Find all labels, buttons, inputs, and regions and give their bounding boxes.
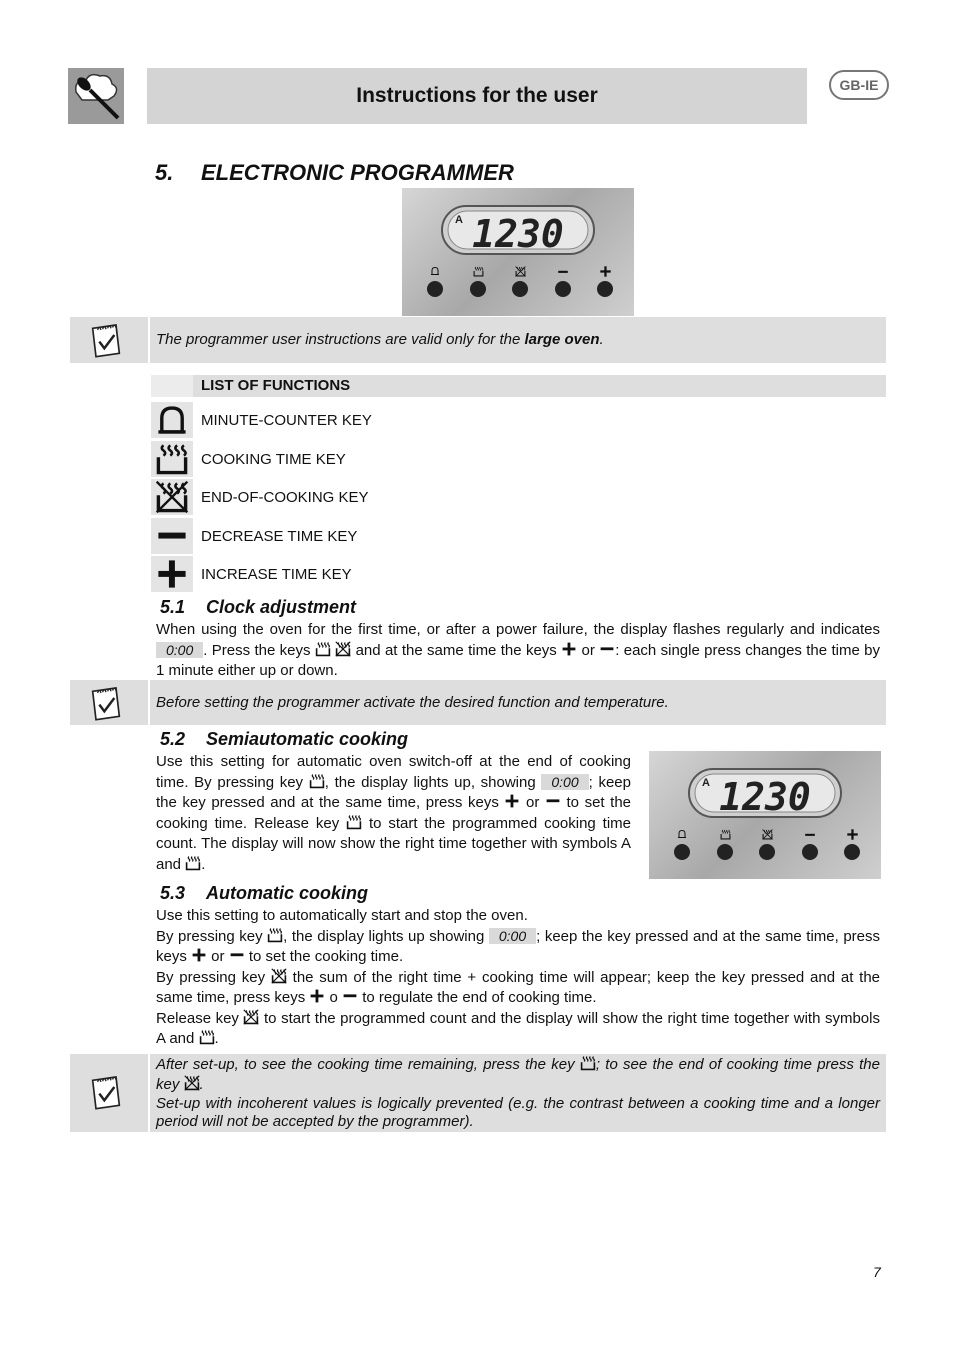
note-icon-box [70,1054,148,1132]
minus-icon [342,988,358,1004]
note-icon-box [70,317,148,363]
country-badge: GB-IE [829,70,889,100]
note-after-setup: After set-up, to see the cooking time remaining, press the key ; to see the end of cooking time press the key . Set-up with incoherent values is logically prevented (e.g. the contrast between a cooking time and a longer period will not be accepted by the programmer). [150,1054,886,1132]
notepad-check-icon [86,1072,126,1112]
function-icon-cell [151,479,193,515]
large-oven-emphasis: large oven [524,331,600,348]
auto-paragraph: Use this setting to automatically start and stop the oven. By pressing key , the display lights up showing 0:00 ; keep the key pressed and at the same time, press keys or to set the cooking time. By pressing key the sum of the right time + cooking time will appear; keep the key pressed and at the same time, press keys o to regulate the end of cooking time. Release key to start the programmed count and the display will show the right time together with symbols A and . [156,907,881,1047]
programmer-panel-image [402,188,634,316]
cooking-time-icon [185,855,201,871]
programmer-display-icon [649,751,881,879]
plus-icon [309,988,325,1004]
minus-icon [545,793,561,809]
end-of-cooking-icon [335,641,351,657]
display-readout: 0:00 [156,642,203,658]
function-label: DECREASE TIME KEY [201,528,358,545]
plus-icon [191,947,207,963]
function-label: MINUTE-COUNTER KEY [201,412,372,429]
function-icon-cell [151,441,193,477]
section-number: 5. [155,160,174,185]
bell-icon [155,403,189,437]
note-large-oven: The programmer user instructions are valid only for the large oven. [150,317,886,363]
cooking-time-icon [309,773,325,789]
minus-icon [229,947,245,963]
notepad-check-icon [86,683,126,723]
subsection-title-semi: 5.2 Semiautomatic cooking [160,729,409,749]
function-icon-cell [151,518,193,554]
notepad-check-icon [86,320,126,360]
programmer-display-icon [402,188,634,316]
function-label: END-OF-COOKING KEY [201,489,369,506]
cooking-time-icon [346,814,362,830]
plus-icon [561,641,577,657]
end-of-cooking-icon [271,968,287,984]
page-number: 7 [873,1264,881,1280]
display-readout: 0:00 [541,774,588,790]
header-title: Instructions for the user [356,84,598,107]
cooking-time-icon [267,927,283,943]
subsection-title-clock: 5.1 Clock adjustment [160,597,357,617]
cooking-time-icon [155,442,189,476]
chef-hat-spoon-icon [68,68,124,124]
end-of-cooking-icon [243,1009,259,1025]
cooking-time-icon [580,1055,596,1071]
end-of-cooking-icon [155,480,189,514]
functions-heading: LIST OF FUNCTIONS [201,377,351,394]
minus-icon [155,519,189,553]
note-icon-box [70,680,148,725]
cooking-time-icon [199,1029,215,1045]
function-label: INCREASE TIME KEY [201,566,352,583]
functions-header-cell [151,375,193,397]
minus-icon [599,641,615,657]
cooking-time-icon [315,641,331,657]
brand-logo [68,68,124,124]
function-label: COOKING TIME KEY [201,451,346,468]
programmer-panel-image-small [649,751,881,879]
section-heading: ELECTRONIC PROGRAMMER [201,160,514,185]
section-title [155,160,514,186]
plus-icon [504,793,520,809]
display-readout: 0:00 [489,928,536,944]
semi-paragraph: Use this setting for automatic oven switch-off at the end of cooking time. By pressing key , the display lights up, showing 0:00 ; keep the key pressed and at the same time, press keys or to set the cooking time. Release key to start the programmed cooking time count. The display will now show the right time together with symbols A and . [156,753,631,873]
plus-icon [155,557,189,591]
end-of-cooking-icon [184,1075,200,1091]
clock-paragraph: When using the oven for the first time, or after a power failure, the display flashes regularly and indicates 0:00 . Press the keys and at the same time the keys or : each single press changes the time by 1 minute either up or down. [156,621,880,679]
subsection-title-auto: 5.3 Automatic cooking [160,883,369,903]
note-before-setting: Before setting the programmer activate the desired function and temperature. [150,680,886,725]
function-icon-cell [151,402,193,438]
function-icon-cell [151,556,193,592]
